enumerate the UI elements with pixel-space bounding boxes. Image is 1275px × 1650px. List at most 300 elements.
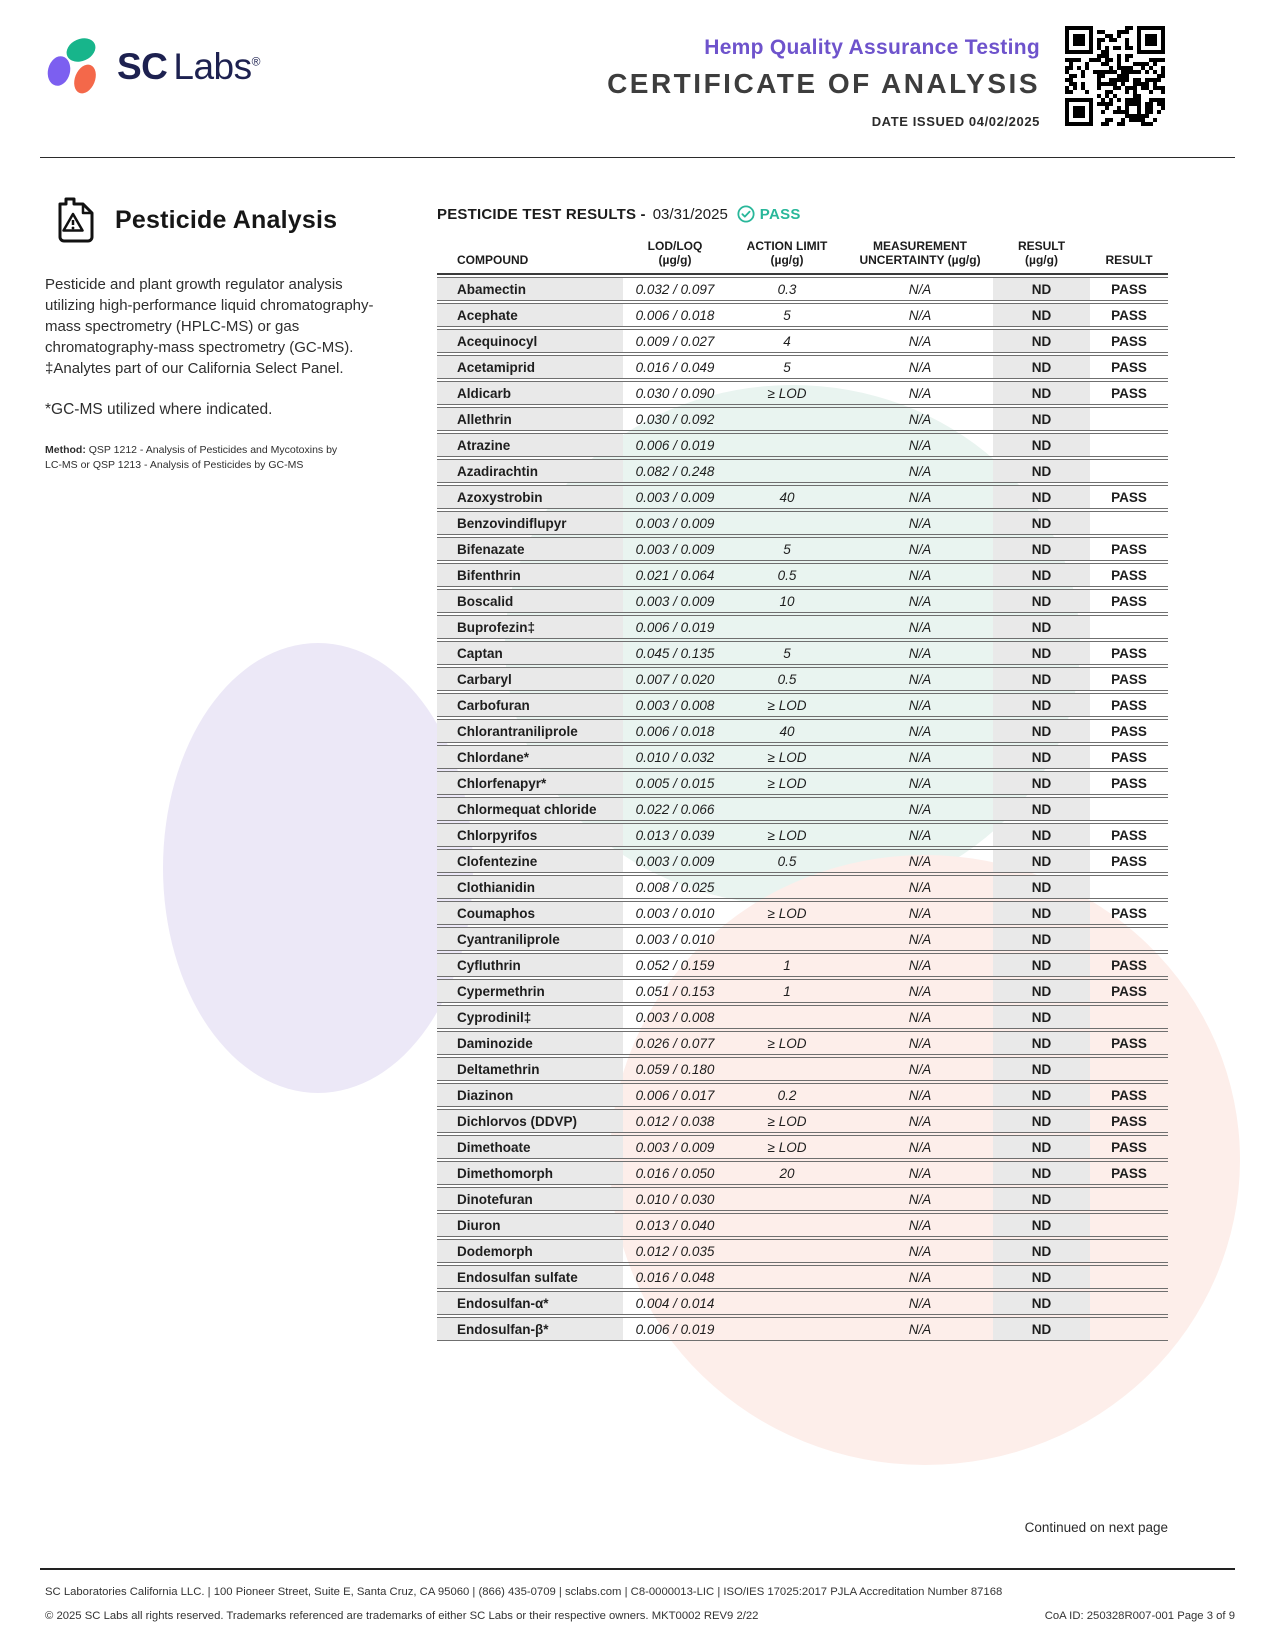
compound-cell: Diazinon — [437, 1083, 623, 1107]
pesticide-results — [437, 205, 1168, 1343]
lodloq-cell: 0.030 / 0.092 — [623, 407, 727, 431]
action-limit-cell: ≥ LOD — [727, 771, 847, 795]
table-row — [437, 303, 1168, 327]
lodloq-cell: 0.007 / 0.020 — [623, 667, 727, 691]
header-titles — [440, 36, 1040, 129]
compound-cell: Carbofuran — [437, 693, 623, 717]
table-row — [437, 745, 1168, 769]
table-row — [437, 615, 1168, 639]
uncertainty-cell: N/A — [847, 823, 993, 847]
table-row — [437, 589, 1168, 613]
action-limit-cell — [727, 1005, 847, 1029]
background-circle-lavender — [163, 643, 473, 1093]
compound-cell: Daminozide — [437, 1031, 623, 1055]
uncertainty-cell: N/A — [847, 797, 993, 821]
status-cell: PASS — [1090, 771, 1168, 795]
result-cell: ND — [993, 303, 1090, 327]
qr-code — [1065, 26, 1165, 130]
result-cell: ND — [993, 719, 1090, 743]
compound-cell: Chlordane* — [437, 745, 623, 769]
status-cell: PASS — [1090, 641, 1168, 665]
method-text: QSP 1212 - Analysis of Pesticides and Mycotoxins by LC-MS or QSP 1213 - Analysis of Pesticides by GC-MS — [45, 444, 338, 471]
section-title: Pesticide Analysis — [115, 205, 338, 234]
result-cell: ND — [993, 1291, 1090, 1315]
sclabs-logo — [45, 36, 260, 98]
lodloq-cell: 0.006 / 0.019 — [623, 615, 727, 639]
uncertainty-cell: N/A — [847, 355, 993, 379]
lodloq-cell: 0.052 / 0.159 — [623, 953, 727, 977]
table-row — [437, 407, 1168, 431]
col-lodloq: LOD/LOQ (µg/g) — [623, 239, 727, 275]
sclabs-logo-icon — [45, 36, 105, 98]
action-limit-cell: 5 — [727, 303, 847, 327]
action-limit-cell: 5 — [727, 537, 847, 561]
table-header — [437, 239, 1168, 275]
status-cell: PASS — [1090, 355, 1168, 379]
action-limit-cell — [727, 433, 847, 457]
section-description: Pesticide and plant growth regulator analysis utilizing high-performance liquid chromatography-mass spectrometry (HPLC-MS) or gas chromatography-mass spectrometry (GC-MS). ‡Analytes part of our California Select Panel. — [45, 276, 374, 377]
logo-labs: Labs — [173, 46, 252, 87]
status-cell: PASS — [1090, 1135, 1168, 1159]
lodloq-cell: 0.082 / 0.248 — [623, 459, 727, 483]
action-limit-cell: ≥ LOD — [727, 1135, 847, 1159]
result-cell: ND — [993, 771, 1090, 795]
program-title: Hemp Quality Assurance Testing — [704, 36, 1040, 59]
status-cell: PASS — [1090, 303, 1168, 327]
lodloq-cell: 0.026 / 0.077 — [623, 1031, 727, 1055]
result-cell: ND — [993, 953, 1090, 977]
result-cell: ND — [993, 485, 1090, 509]
status-cell — [1090, 1005, 1168, 1029]
lodloq-cell: 0.003 / 0.009 — [623, 485, 727, 509]
result-cell: ND — [993, 1083, 1090, 1107]
uncertainty-cell: N/A — [847, 381, 993, 405]
status-cell: PASS — [1090, 277, 1168, 301]
uncertainty-cell: N/A — [847, 667, 993, 691]
table-row — [437, 485, 1168, 509]
table-row — [437, 537, 1168, 561]
result-cell: ND — [993, 1187, 1090, 1211]
document-title: CERTIFICATE OF ANALYSIS — [607, 68, 1040, 99]
uncertainty-cell: N/A — [847, 1317, 993, 1341]
compound-cell: Endosulfan-β* — [437, 1317, 623, 1341]
result-cell: ND — [993, 1005, 1090, 1029]
lodloq-cell: 0.016 / 0.048 — [623, 1265, 727, 1289]
pesticide-section — [45, 192, 405, 473]
status-cell: PASS — [1090, 719, 1168, 743]
result-cell: ND — [993, 745, 1090, 769]
status-cell: PASS — [1090, 1109, 1168, 1133]
table-row — [437, 875, 1168, 899]
uncertainty-cell: N/A — [847, 1135, 993, 1159]
action-limit-cell: ≥ LOD — [727, 823, 847, 847]
uncertainty-cell: N/A — [847, 1291, 993, 1315]
header-divider — [40, 157, 1235, 158]
uncertainty-cell: N/A — [847, 563, 993, 587]
result-cell: ND — [993, 979, 1090, 1003]
action-limit-cell — [727, 1187, 847, 1211]
compound-cell: Coumaphos — [437, 901, 623, 925]
table-row — [437, 1265, 1168, 1289]
footer-copyright: © 2025 SC Labs all rights reserved. Trademarks referenced are trademarks of either SC Labs or their respective owners. MKT0002 REV9 2/22 — [45, 1610, 759, 1622]
date-issued: DATE ISSUED 04/02/2025 — [871, 114, 1040, 129]
action-limit-cell — [727, 1291, 847, 1315]
uncertainty-cell: N/A — [847, 1213, 993, 1237]
result-cell: ND — [993, 849, 1090, 873]
compound-cell: Chlorpyrifos — [437, 823, 623, 847]
action-limit-cell: ≥ LOD — [727, 901, 847, 925]
action-limit-cell: 40 — [727, 485, 847, 509]
lodloq-cell: 0.010 / 0.030 — [623, 1187, 727, 1211]
status-cell — [1090, 615, 1168, 639]
status-cell — [1090, 1317, 1168, 1341]
table-row — [437, 1109, 1168, 1133]
status-cell: PASS — [1090, 485, 1168, 509]
result-cell: ND — [993, 1031, 1090, 1055]
table-row — [437, 641, 1168, 665]
action-limit-cell: ≥ LOD — [727, 1109, 847, 1133]
pesticide-table-body — [437, 277, 1168, 1341]
action-limit-cell — [727, 875, 847, 899]
compound-cell: Endosulfan sulfate — [437, 1265, 623, 1289]
result-cell: ND — [993, 1161, 1090, 1185]
compound-cell: Azoxystrobin — [437, 485, 623, 509]
lodloq-cell: 0.009 / 0.027 — [623, 329, 727, 353]
compound-cell: Dodemorph — [437, 1239, 623, 1263]
result-cell: ND — [993, 1213, 1090, 1237]
table-row — [437, 1083, 1168, 1107]
results-caption — [437, 205, 1168, 223]
compound-cell: Carbaryl — [437, 667, 623, 691]
uncertainty-cell: N/A — [847, 979, 993, 1003]
compound-cell: Chlorantraniliprole — [437, 719, 623, 743]
pesticide-table — [437, 237, 1168, 1343]
action-limit-cell — [727, 511, 847, 535]
status-cell: PASS — [1090, 589, 1168, 613]
table-row — [437, 1187, 1168, 1211]
table-row — [437, 1317, 1168, 1341]
col-result-value: RESULT (µg/g) — [993, 239, 1090, 275]
compound-cell: Bifenthrin — [437, 563, 623, 587]
action-limit-cell: ≥ LOD — [727, 381, 847, 405]
action-limit-cell — [727, 1213, 847, 1237]
compound-cell: Clofentezine — [437, 849, 623, 873]
uncertainty-cell: N/A — [847, 1239, 993, 1263]
table-row — [437, 459, 1168, 483]
uncertainty-cell: N/A — [847, 693, 993, 717]
lodloq-cell: 0.012 / 0.035 — [623, 1239, 727, 1263]
status-cell — [1090, 433, 1168, 457]
result-cell: ND — [993, 1057, 1090, 1081]
uncertainty-cell: N/A — [847, 589, 993, 613]
table-row — [437, 901, 1168, 925]
action-limit-cell: 0.5 — [727, 667, 847, 691]
action-limit-cell — [727, 1239, 847, 1263]
compound-cell: Acetamiprid — [437, 355, 623, 379]
footer-legal — [45, 1610, 1235, 1622]
table-row — [437, 277, 1168, 301]
uncertainty-cell: N/A — [847, 875, 993, 899]
status-cell — [1090, 511, 1168, 535]
compound-cell: Dinotefuran — [437, 1187, 623, 1211]
action-limit-cell: ≥ LOD — [727, 693, 847, 717]
footer-lab-info: SC Laboratories California LLC. | 100 Pioneer Street, Suite E, Santa Cruz, CA 95060 | (866) 435-0709 | sclabs.com | C8-0000013-LIC | ISO/IES 17025:2017 PJLA Accreditation Number 87168 — [45, 1586, 1003, 1598]
result-cell: ND — [993, 875, 1090, 899]
results-title: PESTICIDE TEST RESULTS - — [437, 205, 646, 223]
uncertainty-cell: N/A — [847, 771, 993, 795]
table-row — [437, 1161, 1168, 1185]
result-cell: ND — [993, 1135, 1090, 1159]
gcms-note: *GC-MS utilized where indicated. — [45, 401, 273, 418]
result-cell: ND — [993, 823, 1090, 847]
uncertainty-cell: N/A — [847, 927, 993, 951]
action-limit-cell: 0.3 — [727, 277, 847, 301]
action-limit-cell: 5 — [727, 641, 847, 665]
lodloq-cell: 0.003 / 0.008 — [623, 693, 727, 717]
uncertainty-cell: N/A — [847, 719, 993, 743]
action-limit-cell — [727, 1317, 847, 1341]
status-cell — [1090, 1057, 1168, 1081]
uncertainty-cell: N/A — [847, 953, 993, 977]
table-row — [437, 771, 1168, 795]
action-limit-cell — [727, 927, 847, 951]
action-limit-cell: 10 — [727, 589, 847, 613]
pass-status-label: PASS — [759, 205, 801, 223]
lodloq-cell: 0.004 / 0.014 — [623, 1291, 727, 1315]
lodloq-cell: 0.003 / 0.009 — [623, 849, 727, 873]
uncertainty-cell: N/A — [847, 1109, 993, 1133]
table-row — [437, 979, 1168, 1003]
compound-cell: Boscalid — [437, 589, 623, 613]
continued-note: Continued on next page — [1024, 1520, 1168, 1535]
status-cell — [1090, 875, 1168, 899]
uncertainty-cell: N/A — [847, 901, 993, 925]
action-limit-cell: 1 — [727, 953, 847, 977]
uncertainty-cell: N/A — [847, 511, 993, 535]
status-cell — [1090, 1187, 1168, 1211]
lodloq-cell: 0.003 / 0.009 — [623, 589, 727, 613]
result-cell: ND — [993, 901, 1090, 925]
compound-cell: Dimethomorph — [437, 1161, 623, 1185]
result-cell: ND — [993, 511, 1090, 535]
action-limit-cell — [727, 1265, 847, 1289]
lodloq-cell: 0.006 / 0.019 — [623, 433, 727, 457]
action-limit-cell: 20 — [727, 1161, 847, 1185]
table-row — [437, 329, 1168, 353]
result-cell: ND — [993, 381, 1090, 405]
uncertainty-cell: N/A — [847, 303, 993, 327]
status-cell — [1090, 797, 1168, 821]
pesticide-jug-warning-icon — [45, 192, 101, 248]
table-row — [437, 1031, 1168, 1055]
result-cell: ND — [993, 641, 1090, 665]
table-row — [437, 563, 1168, 587]
uncertainty-cell: N/A — [847, 537, 993, 561]
lodloq-cell: 0.003 / 0.009 — [623, 511, 727, 535]
table-row — [437, 667, 1168, 691]
result-cell: ND — [993, 797, 1090, 821]
lodloq-cell: 0.013 / 0.039 — [623, 823, 727, 847]
col-result-status: RESULT — [1090, 239, 1168, 275]
lodloq-cell: 0.045 / 0.135 — [623, 641, 727, 665]
check-circle-icon — [737, 205, 755, 223]
lodloq-cell: 0.016 / 0.050 — [623, 1161, 727, 1185]
result-cell: ND — [993, 589, 1090, 613]
lodloq-cell: 0.003 / 0.008 — [623, 1005, 727, 1029]
compound-cell: Aldicarb — [437, 381, 623, 405]
lodloq-cell: 0.003 / 0.009 — [623, 537, 727, 561]
status-cell: PASS — [1090, 537, 1168, 561]
action-limit-cell: 0.2 — [727, 1083, 847, 1107]
uncertainty-cell: N/A — [847, 849, 993, 873]
lodloq-cell: 0.016 / 0.049 — [623, 355, 727, 379]
compound-cell: Endosulfan-α* — [437, 1291, 623, 1315]
table-row — [437, 849, 1168, 873]
compound-cell: Clothianidin — [437, 875, 623, 899]
status-cell: PASS — [1090, 901, 1168, 925]
lodloq-cell: 0.013 / 0.040 — [623, 1213, 727, 1237]
status-cell — [1090, 1265, 1168, 1289]
lodloq-cell: 0.010 / 0.032 — [623, 745, 727, 769]
lodloq-cell: 0.012 / 0.038 — [623, 1109, 727, 1133]
status-cell: PASS — [1090, 979, 1168, 1003]
action-limit-cell — [727, 615, 847, 639]
action-limit-cell: 0.5 — [727, 849, 847, 873]
status-cell: PASS — [1090, 823, 1168, 847]
lodloq-cell: 0.021 / 0.064 — [623, 563, 727, 587]
result-cell: ND — [993, 1265, 1090, 1289]
action-limit-cell: ≥ LOD — [727, 745, 847, 769]
sclabs-logo-text — [117, 46, 260, 88]
uncertainty-cell: N/A — [847, 1083, 993, 1107]
action-limit-cell: 40 — [727, 719, 847, 743]
result-cell: ND — [993, 329, 1090, 353]
lodloq-cell: 0.032 / 0.097 — [623, 277, 727, 301]
compound-cell: Allethrin — [437, 407, 623, 431]
table-row — [437, 1135, 1168, 1159]
col-action-limit: ACTION LIMIT (µg/g) — [727, 239, 847, 275]
status-cell — [1090, 1213, 1168, 1237]
uncertainty-cell: N/A — [847, 459, 993, 483]
uncertainty-cell: N/A — [847, 1161, 993, 1185]
result-cell: ND — [993, 433, 1090, 457]
action-limit-cell: 4 — [727, 329, 847, 353]
compound-cell: Dimethoate — [437, 1135, 623, 1159]
table-row — [437, 1239, 1168, 1263]
result-cell: ND — [993, 667, 1090, 691]
table-row — [437, 693, 1168, 717]
action-limit-cell — [727, 459, 847, 483]
table-row — [437, 381, 1168, 405]
compound-cell: Atrazine — [437, 433, 623, 457]
uncertainty-cell: N/A — [847, 1187, 993, 1211]
table-row — [437, 1005, 1168, 1029]
col-compound: COMPOUND — [437, 239, 623, 275]
status-cell: PASS — [1090, 381, 1168, 405]
status-cell: PASS — [1090, 745, 1168, 769]
compound-cell: Cyprodinil‡ — [437, 1005, 623, 1029]
result-cell: ND — [993, 537, 1090, 561]
method-note — [45, 443, 345, 473]
status-cell: PASS — [1090, 1161, 1168, 1185]
status-cell: PASS — [1090, 329, 1168, 353]
action-limit-cell: 5 — [727, 355, 847, 379]
lodloq-cell: 0.006 / 0.017 — [623, 1083, 727, 1107]
result-cell: ND — [993, 563, 1090, 587]
table-row — [437, 355, 1168, 379]
lodloq-cell: 0.008 / 0.025 — [623, 875, 727, 899]
table-row — [437, 927, 1168, 951]
table-row — [437, 511, 1168, 535]
action-limit-cell: 1 — [727, 979, 847, 1003]
uncertainty-cell: N/A — [847, 407, 993, 431]
compound-cell: Cyantraniliprole — [437, 927, 623, 951]
status-cell: PASS — [1090, 1031, 1168, 1055]
status-cell: PASS — [1090, 849, 1168, 873]
lodloq-cell: 0.059 / 0.180 — [623, 1057, 727, 1081]
compound-cell: Chlormequat chloride — [437, 797, 623, 821]
registered-mark: ® — [251, 54, 260, 69]
compound-cell: Dichlorvos (DDVP) — [437, 1109, 623, 1133]
compound-cell: Deltamethrin — [437, 1057, 623, 1081]
status-cell: PASS — [1090, 667, 1168, 691]
lodloq-cell: 0.006 / 0.019 — [623, 1317, 727, 1341]
status-cell — [1090, 1239, 1168, 1263]
status-cell — [1090, 407, 1168, 431]
action-limit-cell — [727, 1057, 847, 1081]
action-limit-cell — [727, 407, 847, 431]
logo-sc: SC — [117, 46, 168, 87]
compound-cell: Acequinocyl — [437, 329, 623, 353]
action-limit-cell: 0.5 — [727, 563, 847, 587]
table-row — [437, 433, 1168, 457]
uncertainty-cell: N/A — [847, 433, 993, 457]
lodloq-cell: 0.003 / 0.009 — [623, 1135, 727, 1159]
result-cell: ND — [993, 1239, 1090, 1263]
action-limit-cell: ≥ LOD — [727, 1031, 847, 1055]
compound-cell: Buprofezin‡ — [437, 615, 623, 639]
compound-cell: Azadirachtin — [437, 459, 623, 483]
uncertainty-cell: N/A — [847, 1265, 993, 1289]
lodloq-cell: 0.006 / 0.018 — [623, 719, 727, 743]
result-cell: ND — [993, 1317, 1090, 1341]
uncertainty-cell: N/A — [847, 277, 993, 301]
result-cell: ND — [993, 407, 1090, 431]
table-row — [437, 1213, 1168, 1237]
uncertainty-cell: N/A — [847, 1005, 993, 1029]
footer-coa-id: CoA ID: 250328R007-001 Page 3 of 9 — [1044, 1610, 1235, 1622]
col-uncertainty: MEASUREMENT UNCERTAINTY (µg/g) — [847, 239, 993, 275]
uncertainty-cell: N/A — [847, 615, 993, 639]
uncertainty-cell: N/A — [847, 1031, 993, 1055]
lodloq-cell: 0.030 / 0.090 — [623, 381, 727, 405]
compound-cell: Captan — [437, 641, 623, 665]
compound-cell: Bifenazate — [437, 537, 623, 561]
uncertainty-cell: N/A — [847, 485, 993, 509]
compound-cell: Chlorfenapyr* — [437, 771, 623, 795]
status-cell: PASS — [1090, 1083, 1168, 1107]
compound-cell: Abamectin — [437, 277, 623, 301]
table-row — [437, 797, 1168, 821]
status-cell: PASS — [1090, 953, 1168, 977]
lodloq-cell: 0.005 / 0.015 — [623, 771, 727, 795]
uncertainty-cell: N/A — [847, 329, 993, 353]
method-label: Method: — [45, 444, 86, 456]
status-cell — [1090, 927, 1168, 951]
status-cell — [1090, 459, 1168, 483]
compound-cell: Cypermethrin — [437, 979, 623, 1003]
pass-badge — [737, 205, 801, 223]
